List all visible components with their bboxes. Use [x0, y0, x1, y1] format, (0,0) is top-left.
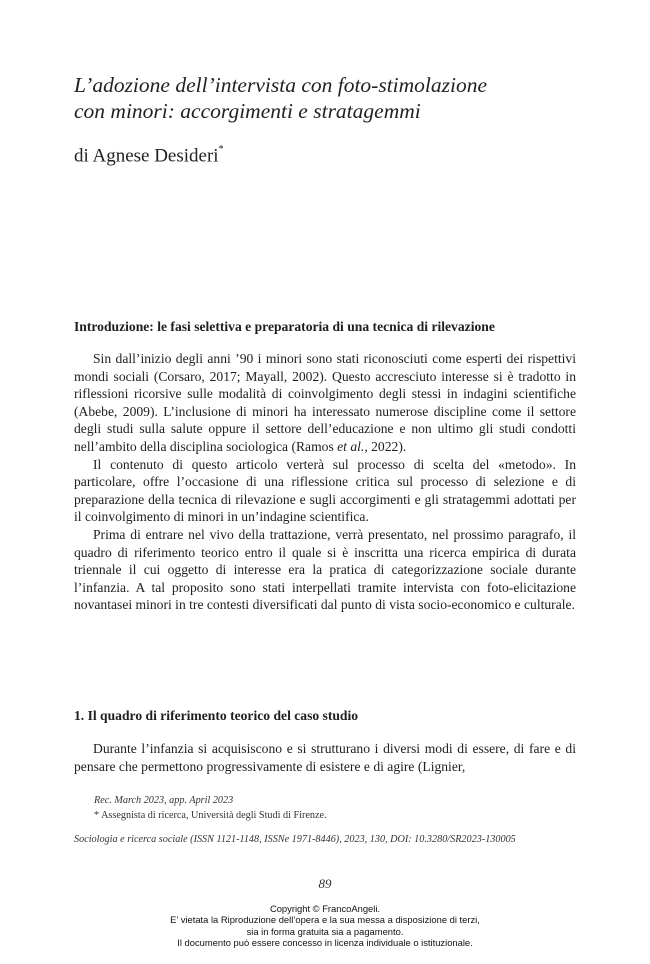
copyright-line-3: sia in forma gratuita sia a pagamento.: [246, 925, 404, 937]
intro-paragraph-1: [74, 350, 576, 456]
copyright-line-1: Copyright © FrancoAngeli.: [269, 903, 381, 914]
page-number: 89: [318, 876, 332, 891]
author-name: di Agnese Desideri: [74, 145, 219, 167]
intro-body: [74, 350, 576, 614]
author-line: [74, 140, 224, 168]
intro-p1-text: Sin dall’inizio degli anni ’90 i minori sono stati riconosciuti come esperti dei rispettivi mondi sociali (Corsaro, 2017; Mayall, 2002). Questo accresciuto interesse si è tradotto in riflessioni ricorsive sulle modalità di coinvolgimento degli stessi in indagini scientifiche (Abebe, 2009). L’inclusione di minori ha interessato numerose discipline come il settore degli studi sulla salute oppure il settore dell’educazione e non ultimo gli studi condotti nell’ambito della disciplina sociologica (Ramos: [74, 351, 576, 454]
title-line-2: con minori: accorgimenti e stratagemmi: [74, 99, 421, 123]
article-title: [74, 72, 594, 124]
received-dates: Rec. March 2023, app. April 2023: [94, 795, 234, 806]
title-line-1: L’adozione dell’intervista con foto-stimolazione: [74, 73, 488, 97]
journal-citation: Sociologia e ricerca sociale (ISSN 1121-1148, ISSNe 1971-8446), 2023, 130, DOI: 10.3280/SR2023-130005: [74, 834, 516, 845]
intro-paragraph-3: Prima di entrare nel vivo della trattazione, verrà presentato, nel prossimo paragrafo, il quadro di riferimento teorico entro il quale si è inscritta una ricerca empirica di durata triennale il cui oggetto di interesse era la pratica di categorizzazione sociale durante l’infanzia. A tal proposito sono stati interpellati tramite intervista con foto-elicitazione novantasei minori in tre contesti diversificati dal punto di vista socio-economico e culturale.: [74, 526, 576, 613]
intro-p1-etal: et al.: [337, 438, 365, 454]
copyright-line-4: Il documento può essere concesso in licenza individuale o istituzionale.: [177, 936, 473, 948]
copyright-line-2: E’ vietata la Riproduzione dell’opera e la sua messa a disposizione di terzi,: [170, 914, 480, 926]
author-footnote-mark: *: [218, 144, 224, 155]
author-footnote: * Assegnista di ricerca, Università degli Studi di Firenze.: [94, 810, 327, 821]
footnotes: [94, 793, 327, 823]
copyright-notice: [0, 903, 650, 948]
section-1-heading: 1. Il quadro di riferimento teorico del caso studio: [74, 708, 359, 723]
intro-heading: Introduzione: le fasi selettiva e preparatoria di una tecnica di rilevazione: [74, 319, 495, 334]
section-1-body: [74, 740, 576, 775]
intro-p1-end: , 2022).: [364, 438, 407, 454]
section-1-paragraph-1: Durante l’infanzia si acquisiscono e si strutturano i diversi modi di essere, di fare e di pensare che permettono progressivamente di esistere e di agire (Lignier,: [74, 741, 576, 774]
intro-paragraph-2: Il contenuto di questo articolo verterà sul processo di scelta del «metodo». In particolare, offre l’occasione di una riflessione critica sul processo di selezione e di preparazione della tecnica di rilevazione e sugli accorgimenti e gli stratagemmi adottati per il coinvolgimento di minori in un’indagine scientifica.: [74, 456, 576, 525]
